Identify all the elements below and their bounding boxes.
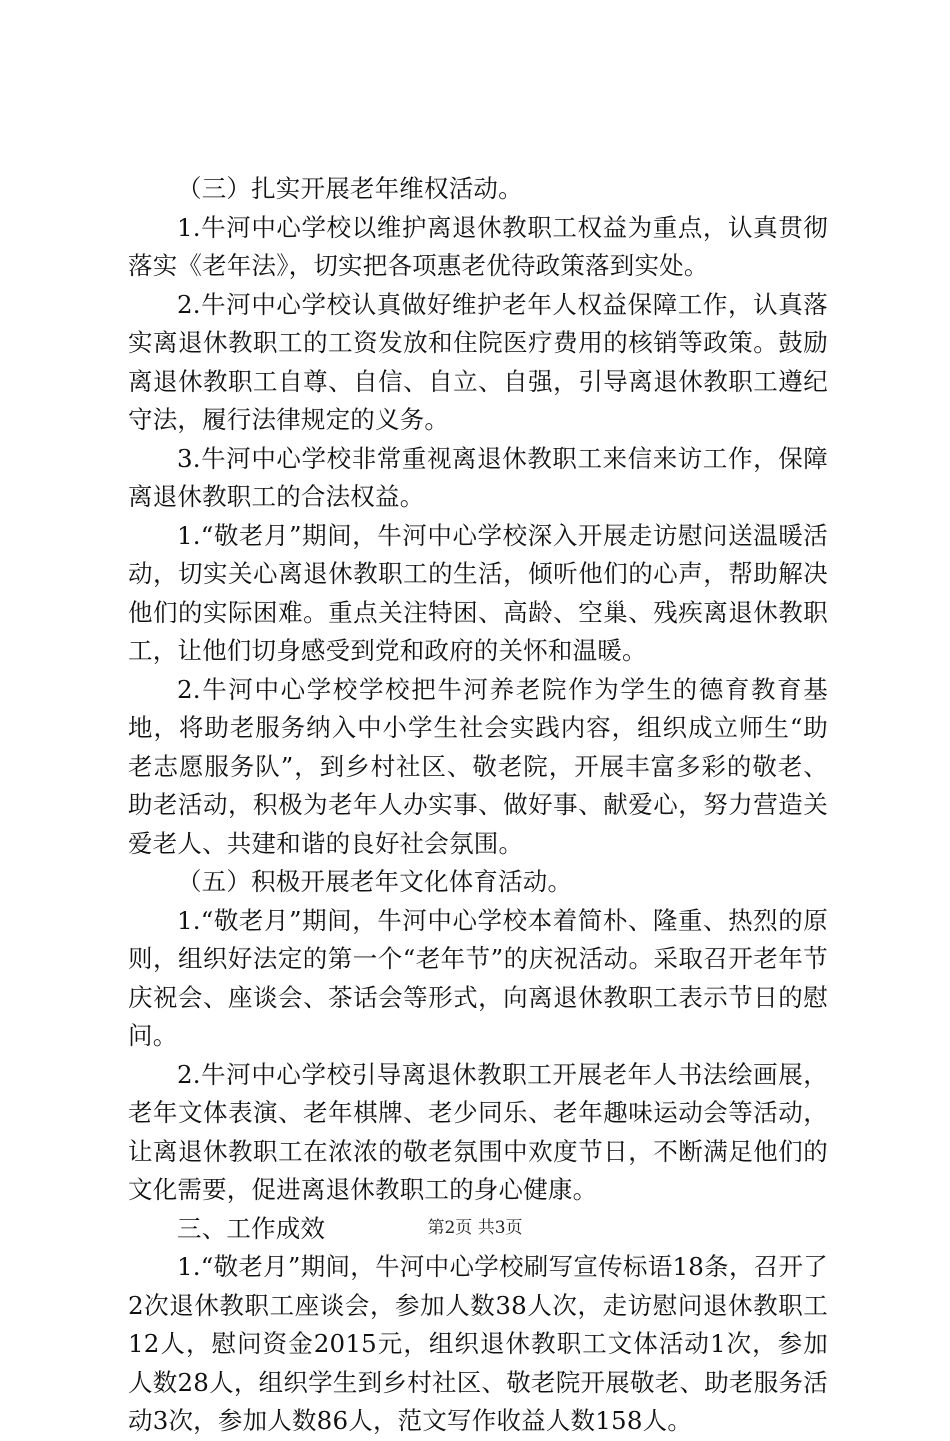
page-footer [0, 1216, 950, 1240]
paragraph: 2.牛河中心学校学校把牛河养老院作为学生的德育教育基地，将助老服务纳入中小学生社会实践内容，组织成立师生“助老志愿服务队”，到乡村社区、敬老院，开展丰富多彩的敬老、助老活动，积极为老年人办实事、做好事、献爱心，努力营造关爱老人、共建和谐的良好社会氛围。 [128, 674, 828, 858]
section-heading-results: 三、工作成效 [177, 1213, 326, 1243]
paragraph: 1.“敬老月”期间，牛河中心学校深入开展走访慰问送温暖活动，切实关心离退休教职工的生活，倾听他们的心声，帮助解决他们的实际困难。重点关注特困、高龄、空巢、残疾离退休教职工，让他们切身感受到党和政府的关怀和温暖。 [128, 520, 828, 665]
paragraph: 2.牛河中心学校认真做好维护老年人权益保障工作，认真落实离退休教职工的工资发放和住院医疗费用的核销等政策。鼓励离退休教职工自尊、自信、自立、自强，引导离退休教职工遵纪守法，履行法律规定的义务。 [128, 289, 828, 434]
paragraph: 1.牛河中心学校以维护离退休教职工权益为重点，认真贯彻落实《老年法》，切实把各项惠老优待政策落到实处。 [128, 212, 828, 280]
section-heading-culture: （五）积极开展老年文化体育活动。 [177, 867, 573, 896]
paragraph: 2.牛河中心学校引导离退休教职工开展老年人书法绘画展，老年文体表演、老年棋牌、老少同乐、老年趣味运动会等活动，让离退休教职工在浓浓的敬老氛围中欢度节日，不断满足他们的文化需要，促进离退休教职工的身心健康。 [128, 1059, 828, 1204]
paragraph: 1.“敬老月”期间，牛河中心学校刷写宣传标语18条，召开了2次退休教职工座谈会，参加人数38人次，走访慰问退休教职工12人，慰问资金2015元，组织退休教职工文体活动1次，参加人数28人，组织学生到乡村社区、敬老院开展敬老、助老服务活动3次，参加人数86人，范文写作收益人数158人。 [128, 1252, 828, 1435]
section-heading-rights: （三）扎实开展老年维权活动。 [177, 174, 523, 203]
paragraph: 3.牛河中心学校非常重视离退休教职工来信来访工作，保障离退休教职工的合法权益。 [128, 443, 828, 511]
paragraph: 1.“敬老月”期间，牛河中心学校本着简朴、隆重、热烈的原则，组织好法定的第一个“老年节”的庆祝活动。采取召开老年节庆祝会、座谈会、茶话会等形式，向离退休教职工表示节日的慰问。 [128, 905, 828, 1050]
page-number: 第2页 共3页 [427, 1218, 523, 1238]
document-body [128, 170, 828, 1441]
